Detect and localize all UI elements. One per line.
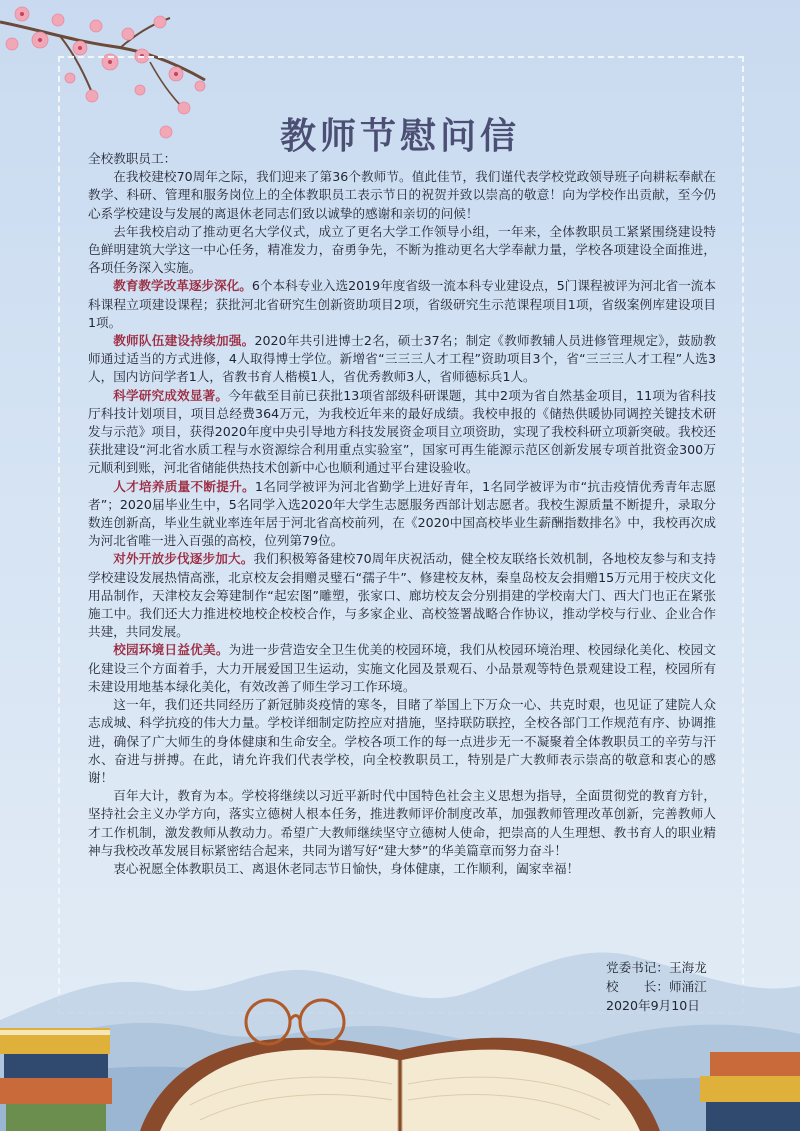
paragraph-teaching-reform	[88, 277, 716, 332]
paragraph-text: 去年我校启动了推动更名大学仪式，成立了更名大学工作领导小组，一年来，全体教职员工紧紧围绕建设特色鲜明建筑大学这一中心任务，精准发力，奋勇争先，不断为推动更名大学奉献力量，学校各项建设全面推进，各项任务深入实施。	[88, 223, 716, 276]
paragraph-2	[88, 223, 716, 278]
paragraph-text: 我们积极筹备建校70周年庆祝活动，健全校友联络长效机制，各地校友参与和支持学校建设发展热情高涨，北京校友会捐赠灵璧石“孺子牛”、修建校友林，秦皇岛校友会捐赠15万元用于校庆文化用品制作，天津校友会筹建制作“起宏图”雕塑，张家口、廊坊校友会分别捐建的学校南大门、西大门也正在紧张施工中。我们还大力推进校地校企校校合作，与多家企业、高校签署战略合作协议，推动学校与行业、企业合作共建，共同发展。	[88, 551, 717, 640]
paragraph-text: 在我校建校70周年之际，我们迎来了第36个教师节。值此佳节，我们谨代表学校党政领导班子向耕耘奉献在教学、科研、管理和服务岗位上的全体教职员工表示节日的祝贺并致以崇高的敬意！向为学校作出贡献，至今仍心系学校建设与发展的离退休老同志们致以诚挚的感谢和亲切的问候！	[88, 169, 716, 221]
paragraph-text: 今年截至目前已获批13项省部级科研课题，其中2项为省自然基金项目，11项为省科技厅科技计划项目，项目总经费364万元，为我校近年来的最好成绩。我校申报的《储热供暖协同调控关键技术研发与示范》项目，获得2020年度中央引导地方科技发展资金项目立项资助，实现了我校科研立项新突破。我校还获批建设“河北省水质工程与水资源综合利用重点实验室”，国家可再生能源示范区创新发展专项首批资金300万元顺利到账，河北省储能供热技术创新中心也顺利通过平台建设验收。	[88, 387, 716, 476]
party-secretary-signature: 党委书记：王海龙	[606, 960, 707, 975]
paragraph-epidemic	[88, 696, 716, 787]
paragraph-text: 衷心祝愿全体教职员工、离退休老同志节日愉快，身体健康，工作顺利，阖家幸福！	[113, 860, 580, 876]
signature-block	[606, 958, 707, 1015]
stacked-books-right	[700, 1052, 800, 1131]
highlight-heading: 教师队伍建设持续加强。	[113, 333, 255, 349]
paragraph-text: 2020年共引进博士2名，硕士37名；制定《教师教辅人员进修管理规定》，鼓励教师通过适当的方式进修，4人取得博士学位。新增省“三三三人才工程”资助项目3个，省“三三三人才工程”人选3人，国内访问学者1人，省教书育人楷模1人，省优秀教师3人，省师德标兵1人。	[88, 333, 716, 385]
stacked-books-left	[0, 1028, 112, 1131]
paragraph-text: 为进一步营造安全卫生优美的校园环境，我们从校园环境治理、校园绿化美化、校园文化建设三个方面着手，大力开展爱国卫生运动，实施文化园及景观石、小品景观等特色景观建设工程，校园所有未建设用地基本绿化美化，有效改善了师生学习工作环境。	[88, 642, 717, 694]
paragraph-text: 百年大计，教育为本。学校将继续以习近平新时代中国特色社会主义思想为指导，全面贯彻党的教育方针，坚持社会主义办学方向，落实立德树人根本任务，推进教师评价制度改革，加强教师管理改革创新，完善教师人才工作机制，激发教师从教动力。希望广大教师继续坚守立德树人使命，把崇高的人生理想、教书育人的职业精神与我校改革发展目标紧密结合起来，共同为谱写好“建大梦”的华美篇章而努力奋斗！	[88, 788, 716, 858]
highlight-heading: 对外开放步伐逐步加大。	[113, 551, 254, 567]
letter-body	[88, 150, 716, 878]
bottom-scenery	[0, 900, 800, 1131]
greeting: 全校教职员工：	[88, 151, 177, 166]
paragraph-openness	[88, 550, 716, 641]
paragraph-text: 6个本科专业入选2019年度省级一流本科专业建设点，5门课程被评为河北省一流本科课程立项建设课程；获批河北省研究生创新资助项目2项，省级研究生示范课程项目1项，省级案例库建设项目1项。	[88, 278, 717, 330]
paragraph-text: 这一年，我们还共同经历了新冠肺炎疫情的寒冬，目睹了举国上下万众一心、共克时艰，也见证了建院人众志成城、科学抗疫的伟大力量。学校详细制定防控应对措施，坚持联防联控，全校各部门工作规范有序、协调推进，确保了广大师生的身体健康和生命安全。学校各项工作的每一点进步无一不凝聚着全体教职员工的辛劳与汗水、奋进与拼搏。在此，请允许我们代表学校，向全校教职员工，特别是广大教师表示崇高的敬意和衷心的感谢！	[88, 697, 716, 785]
highlight-heading: 教育教学改革逐步深化。	[113, 278, 252, 294]
paragraph-text: 1名同学被评为河北省勤学上进好青年，1名同学被评为市“抗击疫情优秀青年志愿者”；2020届毕业生中，5名同学入选2020年大学生志愿服务西部计划志愿者。我校生源质量不断提升，录取分数连创新高，毕业生就业率连年居于河北省高校前列，在《2020中国高校毕业生薪酬指数排名》中，我校再次成为河北省唯一进入百强的高校，位列第79位。	[88, 478, 716, 549]
highlight-heading: 科学研究成效显著。	[113, 387, 229, 403]
paragraph-1	[88, 168, 716, 223]
president-signature: 校 长：师涌江	[606, 979, 707, 994]
paragraph-research	[88, 387, 716, 478]
highlight-heading: 人才培养质量不断提升。	[113, 478, 255, 494]
letter-date: 2020年9月10日	[606, 998, 700, 1013]
paragraph-outlook	[88, 787, 716, 860]
page-title: 教师节慰问信	[279, 115, 520, 158]
paragraph-wishes	[88, 860, 716, 878]
highlight-heading: 校园环境日益优美。	[113, 642, 229, 658]
paragraph-faculty	[88, 332, 716, 387]
paragraph-talent	[88, 478, 716, 551]
paragraph-campus	[88, 641, 716, 696]
